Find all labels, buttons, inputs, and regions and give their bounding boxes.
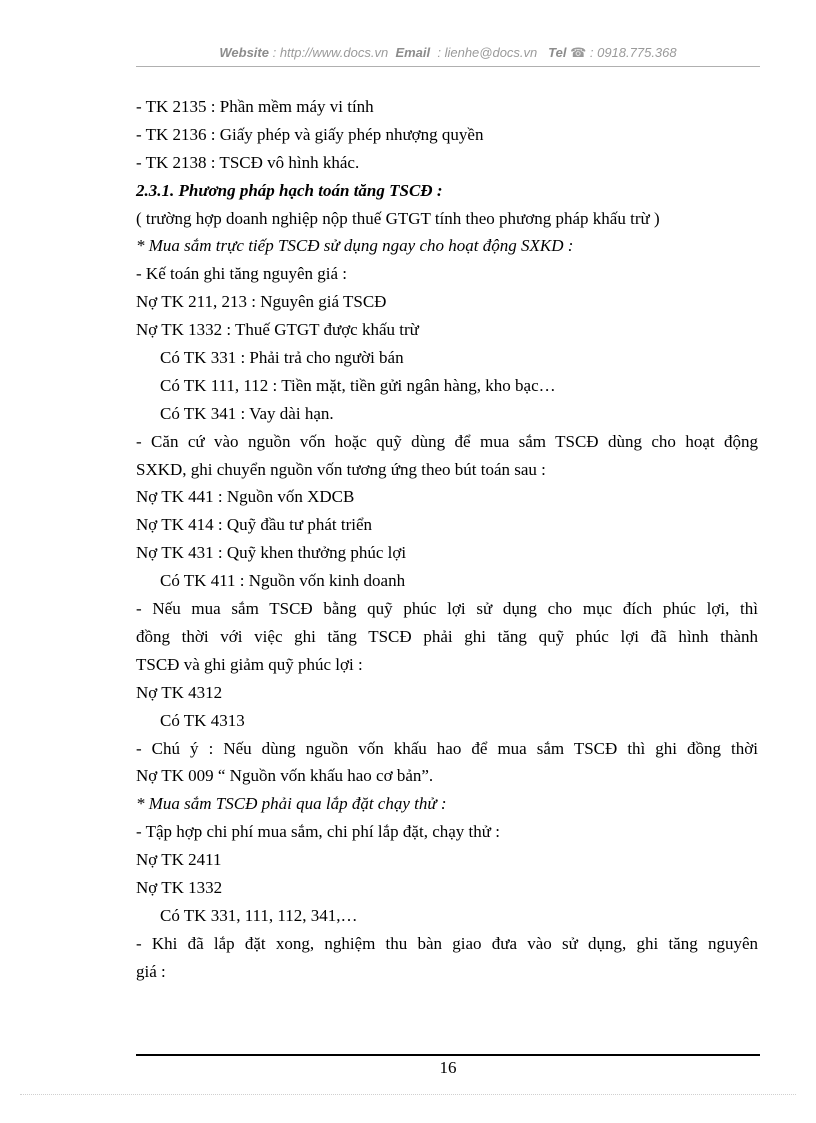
tel-label: Tel — [548, 45, 567, 60]
text-line: Nợ TK 4312 — [136, 682, 223, 702]
text-line: TSCĐ và ghi giảm quỹ phúc lợi : — [136, 654, 363, 674]
text-line: - Chú ý : Nếu dùng nguồn vốn khấu hao để mua sắm TSCĐ thì ghi đồng thời — [136, 738, 758, 758]
text-line: Có TK 331 : Phải trả cho người bán — [160, 348, 404, 368]
footer-divider — [136, 1054, 760, 1056]
text-line: - TK 2135 : Phần mềm máy vi tính — [136, 97, 374, 116]
text-line: Nợ TK 441 : Nguồn vốn XDCB — [136, 487, 355, 507]
text-line: ( trường hợp doanh nghiệp nộp thuế GTGT tính theo phương pháp khấu trừ ) — [136, 208, 660, 228]
text-line: - Nếu mua sắm TSCĐ bằng quỹ phúc lợi sử dụng cho mục đích phúc lợi, thì — [136, 599, 758, 619]
text-line: - Tập hợp chi phí mua sắm, chi phí lắp đặt, chạy thử : — [136, 822, 500, 842]
header-divider — [136, 66, 760, 67]
email-label: Email — [395, 45, 431, 60]
document-body — [136, 93, 758, 986]
section-heading: 2.3.1. Phương pháp hạch toán tăng TSCĐ : — [136, 180, 443, 200]
text-line: SXKD, ghi chuyển nguồn vốn tương ứng theo bút toán sau : — [136, 459, 546, 479]
text-line: đồng thời với việc ghi tăng TSCĐ phải ghi tăng quỹ phúc lợi đã hình thành — [136, 626, 758, 646]
text-line: - TK 2138 : TSCĐ vô hình khác. — [136, 152, 360, 172]
text-line: - TK 2136 : Giấy phép và giấy phép nhượng quyền — [136, 124, 484, 144]
text-line: Có TK 111, 112 : Tiền mặt, tiền gửi ngân hàng, kho bạc… — [160, 375, 556, 395]
text-line: Nợ TK 2411 — [136, 850, 222, 870]
text-line: Nợ TK 009 “ Nguồn vốn khấu hao cơ bản”. — [136, 766, 434, 786]
text-line: Nợ TK 431 : Quỹ khen thưởng phúc lợi — [136, 543, 407, 563]
text-line: Nợ TK 414 : Quỹ đầu tư phát triển — [136, 515, 373, 535]
text-line: Nợ TK 211, 213 : Nguyên giá TSCĐ — [136, 292, 387, 312]
text-line: Có TK 331, 111, 112, 341,… — [160, 905, 358, 925]
subheading: * Mua sắm trực tiếp TSCĐ sử dụng ngay cho hoạt động SXKD : — [136, 236, 574, 256]
page-bottom-border — [20, 1094, 796, 1095]
text-line: Nợ TK 1332 — [136, 878, 223, 897]
text-line: Có TK 411 : Nguồn vốn kinh doanh — [160, 571, 406, 591]
text-line: - Khi đã lắp đặt xong, nghiệm thu bàn giao đưa vào sử dụng, ghi tăng nguyên — [136, 933, 758, 953]
subheading: * Mua sắm TSCĐ phải qua lắp đặt chạy thử : — [136, 794, 447, 814]
page-number: 16 — [439, 1058, 457, 1077]
text-line: Nợ TK 1332 : Thuế GTGT được khấu trừ — [136, 320, 419, 340]
text-line: giá : — [136, 961, 166, 981]
email-value: : lienhe@docs.vn — [437, 45, 538, 60]
page-header — [136, 45, 760, 61]
text-line: - Căn cứ vào nguồn vốn hoặc quỹ dùng để mua sắm TSCĐ dùng cho hoạt động — [136, 431, 758, 451]
website-label: Website — [219, 45, 269, 60]
text-line: - Kế toán ghi tăng nguyên giá : — [136, 264, 348, 284]
text-line: Có TK 341 : Vay dài hạn. — [160, 403, 334, 423]
website-value: : http://www.docs.vn — [272, 45, 389, 60]
tel-value: ☎ : 0918.775.368 — [570, 45, 677, 60]
text-line: Có TK 4313 — [160, 710, 245, 730]
